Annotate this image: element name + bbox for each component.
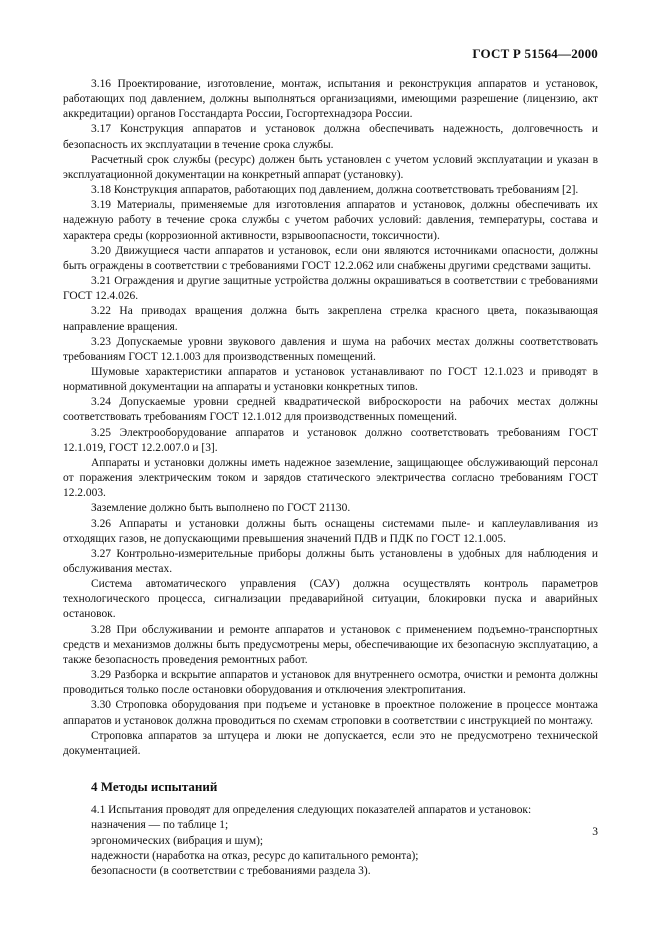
paragraph: Строповка аппаратов за штуцера и люки не допускается, если это не предусмотрено технической документацией. <box>63 729 598 757</box>
document-header: ГОСТ Р 51564—2000 <box>472 46 598 61</box>
list-item: надежности (наработка на отказ, ресурс до капитального ремонта); <box>91 849 419 862</box>
paragraph: 4.1 Испытания проводят для определения следующих показателей аппаратов и установок: <box>91 804 532 817</box>
section-heading: 4 Методы испытаний <box>91 779 218 795</box>
paragraph: 3.25 Электрооборудование аппаратов и установок должно соответствовать требованиям ГОСТ 12.1.019, ГОСТ 12.2.007.0 и [3]. <box>63 426 598 454</box>
paragraph: Аппараты и установки должны иметь надежное заземление, защищающее обслуживающий персонал от поражения электрическим током и зарядов статического электричества согласно требованиям ГОСТ 12.2.003. <box>63 456 598 500</box>
paragraph: 3.21 Ограждения и другие защитные устройства должны окрашиваться в соответствии с требованиями ГОСТ 12.4.026. <box>63 275 598 303</box>
paragraph: 3.23 Допускаемые уровни звукового давления и шума на рабочих местах должны соответствовать требованиям ГОСТ 12.1.003 для производственных помещений. <box>63 335 598 363</box>
paragraph: 3.18 Конструкция аппаратов, работающих под давлением, должна соответствовать требованиям [2]. <box>91 184 579 197</box>
paragraph: Заземление должно быть выполнено по ГОСТ 21130. <box>91 502 351 515</box>
paragraph: 3.19 Материалы, применяемые для изготовления аппаратов и установок, должны обеспечивать их надежную работу в течение срока службы с учетом рабочих условий: давления, температуры, состава и характера среды (коррозионной активности, взрывоопасности, токсичности). <box>63 199 598 242</box>
list-item: назначения — по таблице 1; <box>91 819 229 832</box>
paragraph: 3.28 При обслуживании и ремонте аппаратов и установок с применением подъемно-транспортных средств и механизмов должны быть предусмотрены меры, обеспечивающие их безопасную эксплуатацию, а также безопасность проведения ремонтных работ. <box>63 623 598 666</box>
list-item: эргономических (вибрация и шум); <box>91 834 264 847</box>
paragraph: 3.16 Проектирование, изготовление, монтаж, испытания и реконструкция аппаратов и установок, работающих под давлением, должны выполняться организациями, имеющими разрешение (лицензию, акт аккредитации) органов Госстандарта России, Госгортехнадзора России. <box>63 78 598 121</box>
page-number: 3 <box>592 826 598 838</box>
paragraph: 3.30 Строповка оборудования при подъеме и установке в проектное положение в процессе монтажа аппаратов и установок должна проводиться по схемам строповки в соответствии с инструкцией по монтажу. <box>63 699 598 727</box>
paragraph: 3.29 Разборка и вскрытие аппаратов и установок для внутреннего осмотра, очистки и ремонта должны проводиться только после остановки оборудования и отключения электропитания. <box>63 669 598 697</box>
document-body <box>63 77 598 879</box>
paragraph: 3.20 Движущиеся части аппаратов и установок, если они являются источниками опасности, должны быть ограждены в соответствии с требованиями ГОСТ 12.2.062 или снабжены другими средствами защиты. <box>63 244 598 272</box>
list-item: безопасности (в соответствии с требованиями раздела 3). <box>91 864 371 877</box>
paragraph: 3.17 Конструкция аппаратов и установок должна обеспечивать надежность, долговечность и безопасность их эксплуатации в течение срока службы. <box>63 123 598 151</box>
paragraph: 3.26 Аппараты и установки должны быть оснащены системами пыле- и каплеулавливания из отходящих газов, не допускающими превышения значений ПДВ и ПДК по ГОСТ 12.1.005. <box>63 517 598 545</box>
paragraph: Расчетный срок службы (ресурс) должен быть установлен с учетом условий эксплуатации и указан в эксплуатационной документации на конкретный аппарат (установку). <box>63 153 598 181</box>
paragraph: Шумовые характеристики аппаратов и установок устанавливают по ГОСТ 12.1.023 и приводят в нормативной документации на аппараты и установки конкретных типов. <box>63 365 598 394</box>
paragraph: 3.24 Допускаемые уровни средней квадратической виброскорости на рабочих местах должны соответствовать требованиям ГОСТ 12.1.012 для производственных помещений. <box>63 396 598 424</box>
paragraph: Система автоматического управления (САУ) должна осуществлять контроль параметров технологического процесса, сигнализации предаварийной ситуации, блокировки пуска и аварийных остановок. <box>63 578 598 621</box>
paragraph: 3.27 Контрольно-измерительные приборы должны быть установлены в удобных для наблюдения и обслуживания местах. <box>63 547 598 575</box>
paragraph: 3.22 На приводах вращения должна быть закреплена стрелка красного цвета, показывающая направление вращения. <box>63 305 598 333</box>
